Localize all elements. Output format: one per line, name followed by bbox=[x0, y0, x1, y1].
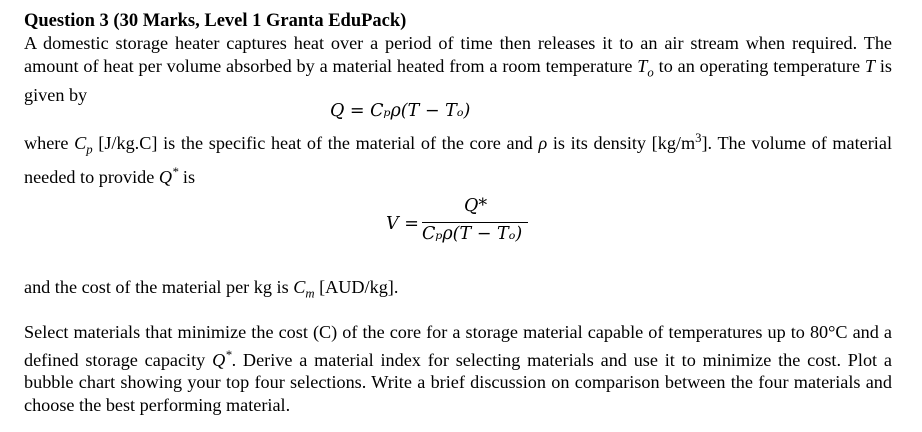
operating-temperature-symbol: T bbox=[864, 55, 876, 76]
where-paragraph bbox=[24, 127, 892, 189]
specific-heat-symbol: $C_p$ bbox=[74, 133, 93, 157]
room-temperature-symbol: $T_o$ bbox=[637, 55, 654, 80]
question-heading: Question 3 (30 Marks, Level 1 Granta EduPack) bbox=[24, 11, 407, 31]
intro-text-3: is given by bbox=[24, 55, 892, 105]
volume-equation-lhs: V = bbox=[386, 214, 419, 234]
cost-text-1: and the cost of the material per kg is bbox=[24, 277, 294, 297]
material-cost-symbol: $C_m$ bbox=[293, 277, 315, 301]
volume-equation-numerator: Q* bbox=[464, 196, 488, 216]
task-text-1: Select materials that minimize the cost (C) of the core for a storage material capable of temperatures up to 80°C and a defined storage capacity bbox=[24, 322, 892, 370]
task-storage-capacity-symbol: Q* bbox=[212, 347, 232, 370]
where-text-1: where bbox=[24, 133, 75, 154]
where-text-2: [J/kg.C] is the specific heat of the material of the core and bbox=[92, 133, 539, 154]
cost-paragraph bbox=[24, 276, 892, 305]
where-text-5: is bbox=[178, 167, 196, 188]
intro-text-2: to an operating temperature bbox=[653, 55, 865, 76]
density-symbol: ρ bbox=[538, 133, 548, 154]
where-text-3: is its density [kg/m bbox=[547, 133, 696, 154]
cost-text-2: [AUD/kg]. bbox=[314, 277, 399, 297]
intro-text-1: A domestic storage heater captures heat over a period of time then releases it to an air stream when required. The amount of heat per volume absorbed by a material heated from a room temperature bbox=[24, 33, 892, 76]
intro-paragraph bbox=[24, 32, 892, 106]
cubic-superscript: 3 bbox=[695, 131, 702, 145]
volume-equation-denominator: Cₚρ(T − Tₒ) bbox=[422, 224, 523, 244]
task-paragraph bbox=[24, 321, 892, 416]
storage-capacity-symbol: Q* bbox=[158, 165, 179, 188]
heat-equation: Q = Cₚρ(T − Tₒ) bbox=[330, 101, 471, 121]
question-block bbox=[24, 10, 892, 106]
task-text-2: . Derive a material index for selecting materials and use it to minimize the cost. Plot a bubble chart showing your top four selections. Write a brief discussion on comparison between the four materials and choose the best performing material. bbox=[24, 349, 892, 415]
where-text-4: ]. The volume of material needed to provide bbox=[24, 133, 892, 188]
